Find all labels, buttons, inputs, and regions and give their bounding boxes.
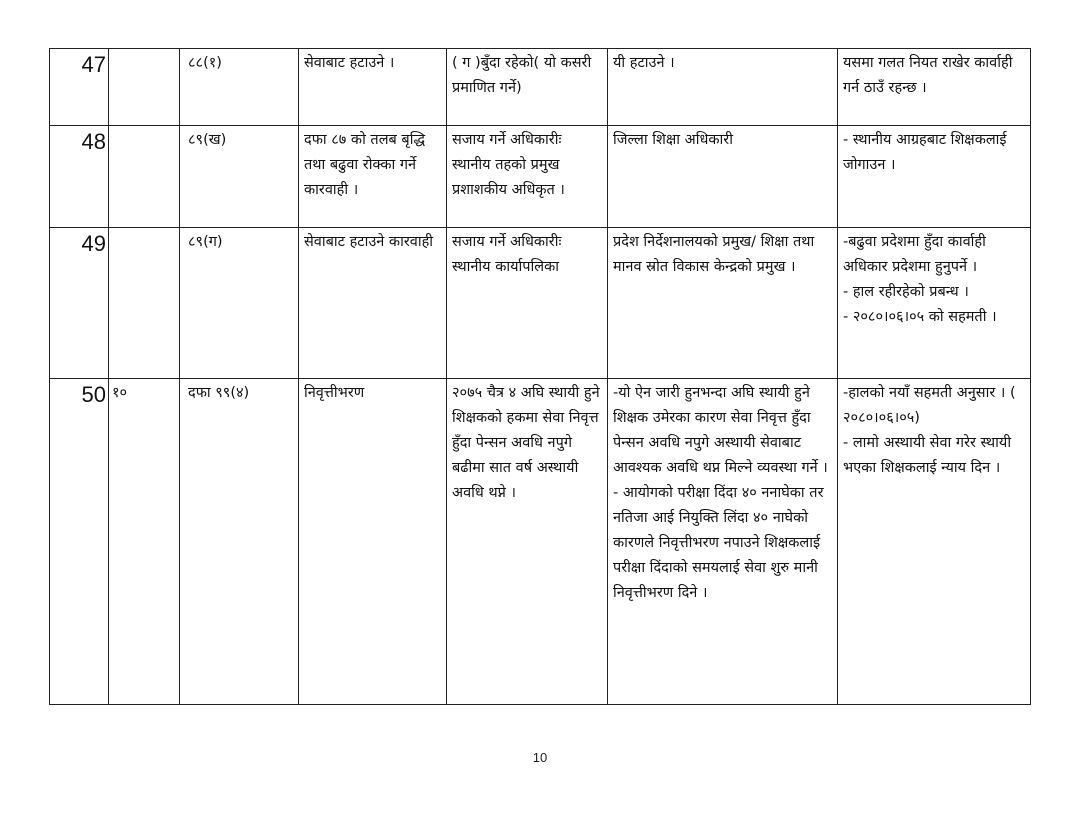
row-number: 48 (50, 126, 109, 228)
remarks-cell: -बढुवा प्रदेशमा हुँदा कार्वाही अधिकार प्रदेशमा हुनुपर्ने । - हाल रहीरहेको प्रबन्ध । - २०८०।०६।०५ को सहमती । (838, 228, 1031, 379)
proposed-provision-cell: प्रदेश निर्देशनालयको प्रमुख/ शिक्षा तथा मानव स्रोत विकास केन्द्रको प्रमुख । (608, 228, 838, 379)
section-cell: ८८(१) (180, 49, 299, 126)
table-row (50, 49, 1031, 126)
current-provision-cell: ( ग )बुँदा रहेको( यो कसरी प्रमाणित गर्ने) (447, 49, 608, 126)
serial-cell: १० (109, 379, 180, 705)
serial-cell (109, 126, 180, 228)
row-number: 50 (50, 379, 109, 705)
section-cell: ८९(ग) (180, 228, 299, 379)
current-provision-cell: सजाय गर्ने अधिकारीः स्थानीय तहको प्रमुख प्रशाशकीय अधिकृत । (447, 126, 608, 228)
proposed-provision-cell: -यो ऐन जारी हुनभन्दा अघि स्थायी हुने शिक्षक उमेरका कारण सेवा निवृत्त हुँदा पेन्सन अवधि नपुगे अस्थायी सेवाबाट आवश्यक अवधि थप्न मिल्ने व्यवस्था गर्ने । - आयोगको परीक्षा दिंदा ४० ननाघेका तर नतिजा आई नियुक्ति लिंदा ४० नाघेको कारणले निवृत्तीभरण नपाउने शिक्षकलाई परीक्षा दिंदाको समयलाई सेवा शुरु मानी निवृत्तीभरण दिने । (608, 379, 838, 705)
table-row (50, 126, 1031, 228)
subject-cell: सेवाबाट हटाउने । (299, 49, 447, 126)
remarks-cell: -हालको नयाँ सहमती अनुसार । ( २०८०।०६।०५) - लामो अस्थायी सेवा गरेर स्थायी भएका शिक्षकलाई न्याय दिन । (838, 379, 1031, 705)
document-table (49, 48, 1031, 705)
current-provision-cell: २०७५ चैत्र ४ अघि स्थायी हुने शिक्षकको हकमा सेवा निवृत्त हुँदा पेन्सन अवधि नपुगे बढीमा सात वर्ष अस्थायी अवधि थप्ने । (447, 379, 608, 705)
serial-cell (109, 49, 180, 126)
row-number: 49 (50, 228, 109, 379)
subject-cell: सेवाबाट हटाउने कारवाही (299, 228, 447, 379)
section-cell: ८९(ख) (180, 126, 299, 228)
table-row (50, 379, 1031, 705)
serial-cell (109, 228, 180, 379)
proposed-provision-cell: जिल्ला शिक्षा अधिकारी (608, 126, 838, 228)
section-cell: दफा ९९(४) (180, 379, 299, 705)
row-number: 47 (50, 49, 109, 126)
remarks-cell: यसमा गलत नियत राखेर कार्वाही गर्न ठाउँ रहन्छ । (838, 49, 1031, 126)
current-provision-cell: सजाय गर्ने अधिकारीः स्थानीय कार्यापलिका (447, 228, 608, 379)
proposed-provision-cell: यी हटाउने । (608, 49, 838, 126)
remarks-cell: - स्थानीय आग्रहबाट शिक्षकलाई जोगाउन । (838, 126, 1031, 228)
subject-cell: दफा ८७ को तलब बृद्धि तथा बढुवा रोक्का गर्ने कारवाही । (299, 126, 447, 228)
subject-cell: निवृत्तीभरण (299, 379, 447, 705)
page-number: 10 (532, 750, 548, 765)
table-row (50, 228, 1031, 379)
